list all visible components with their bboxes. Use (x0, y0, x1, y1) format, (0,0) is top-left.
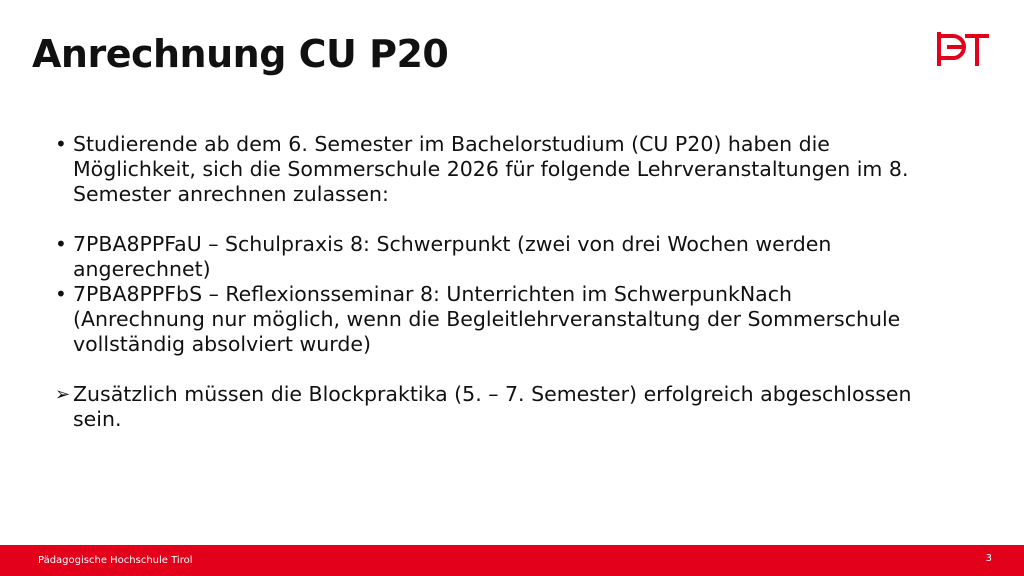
course-2-text: 7PBA8PPFbS – Reflexionsseminar 8: Unterrichten im SchwerpunkNach (Anrechnung nur möglich, wenn die Begleitlehrveranstaltung der Sommerschule vollständig absolviert wurde) (73, 282, 901, 356)
arrow-item-note (55, 382, 915, 432)
bullet-icon: • (55, 232, 67, 256)
pht-logo-icon (935, 30, 991, 68)
arrow-bullet-icon: ➢ (55, 384, 71, 405)
page-number: 3 (985, 553, 992, 564)
bullet-item-course-1 (55, 232, 915, 282)
bullet-icon: • (55, 132, 67, 156)
note-text: Zusätzlich müssen die Blockpraktika (5. – 7. Semester) erfolgreich abgeschlossen sein. (73, 382, 912, 431)
course-1-text: 7PBA8PPFaU – Schulpraxis 8: Schwerpunkt (zwei von drei Wochen werden angerechnet) (73, 232, 832, 281)
slide-content (55, 132, 915, 432)
bullet-item-intro (55, 132, 915, 207)
bullet-item-course-2 (55, 282, 915, 357)
intro-text: Studierende ab dem 6. Semester im Bachelorstudium (CU P20) haben die Möglichkeit, sich die Sommerschule 2026 für folgende Lehrveranstaltungen im 8. Semester anrechnen zulassen: (73, 132, 909, 206)
slide-title: Anrechnung CU P20 (32, 32, 449, 76)
footer-institution: Pädagogische Hochschule Tirol (38, 555, 193, 566)
footer-bar (0, 545, 1024, 576)
bullet-icon: • (55, 282, 67, 306)
